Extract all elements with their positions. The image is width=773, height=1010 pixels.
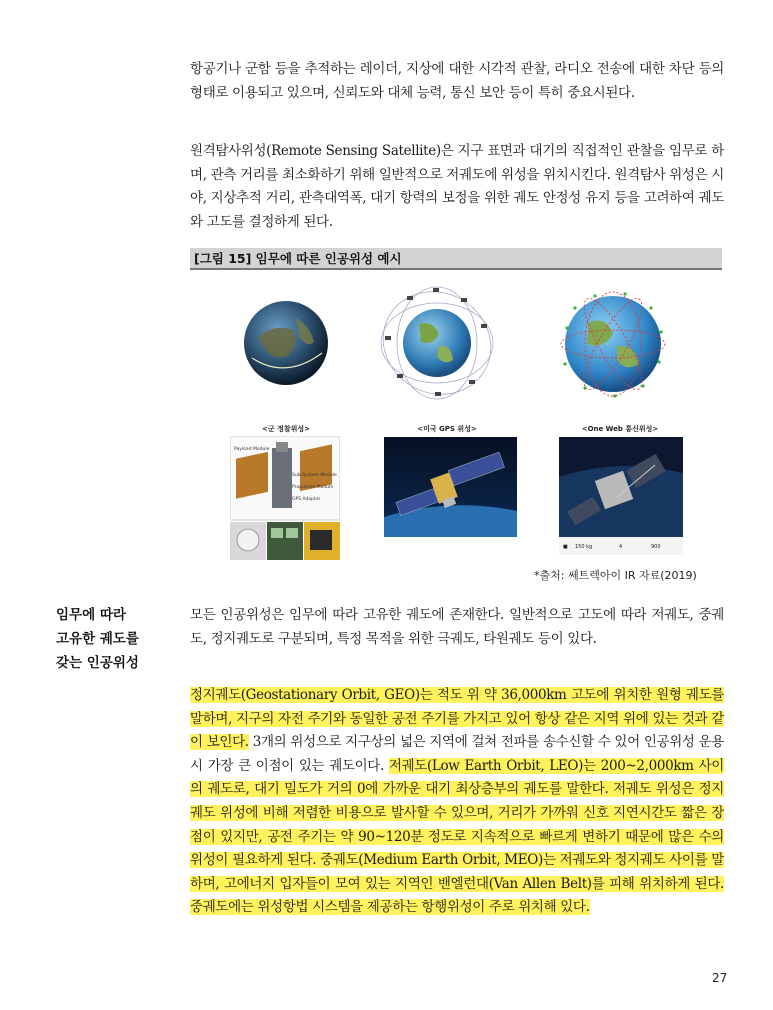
earth-globe-image (238, 298, 334, 388)
body-paragraph-4 (190, 684, 724, 920)
oneweb-constellation-image (555, 288, 671, 400)
body-paragraph-3: 모든 인공위성은 임무에 따라 고유한 궤도에 존재한다. 일반적으로 고도에 따라 저궤도, 중궤도, 정지궤도로 구분되며, 특정 목적을 위한 극궤도, 타원궤도 등이 있다. (190, 607, 724, 647)
diagram-label-payload: Payload Module (234, 447, 270, 452)
side-heading (56, 603, 176, 675)
caption-military-satellite: <군 정찰위성> (262, 425, 310, 433)
svg-text:■: ■ (563, 544, 568, 550)
oneweb-stat-mass: 150 kg (575, 544, 593, 550)
side-heading-line-1: 임무에 따라 (56, 607, 126, 623)
oneweb-stat-count: 4 (619, 544, 623, 550)
oneweb-satellite-photo (559, 437, 683, 555)
geo-advantage-text: 3개의 위성으로 지구상의 넓은 지역에 걸쳐 전파를 송수신할 수 있어 인공위성 운용 시 가장 큰 이점이 있는 궤도이다. (190, 734, 724, 774)
diagram-label-propulsion: Propulsion Module (292, 485, 334, 490)
body-paragraph-2: 원격탐사위성(Remote Sensing Satellite)은 지구 표면과 대기의 직접적인 관찰을 임무로 하며, 관측 거리를 최소화하기 위해 일반적으로 저궤도에 위성을 위치시킨다. 원격탐사 위성은 시야, 지상추적 거리, 관측대역폭, 대기 항력의 보정을 위한 궤도 안정성 유지 등을 고려하여 궤도와 고도를 결정하게 된다. (190, 143, 724, 230)
caption-gps-satellite: <미국 GPS 위성> (417, 425, 477, 433)
highlight-leo-meo-definition: 저궤도(Low Earth Orbit, LEO)는 200~2,000km 사이의 궤도로, 대기 밀도가 거의 0에 가까운 대기 최상층부의 궤도를 말한다. 저궤도 위성은 정지궤도 위성에 비해 저렴한 비용으로 발사할 수 있으며, 거리가 가까워 신호 지연시간도 짧은 장점이 있지만, 공전 주기는 약 90~120분 정도로 지속적으로 빠르게 변하기 때문에 많은 수의 위성이 필요하게 된다. 중궤도(Medium Earth Orbit, MEO)는 저궤도와 정지궤도 사이를 말하며, 고에너지 입자들이 모여 있는 지역인 밴엘런대(Van Allen Belt)를 피해 위치하게 된다. 중궤도에는 위성항법 시스템을 제공하는 항행위성이 주로 위치해 있다. (190, 757, 724, 916)
military-satellite-diagram (230, 436, 340, 560)
figure-title: [그림 15] 임무에 따른 인공위성 예시 (190, 248, 722, 270)
caption-oneweb-satellite: <One Web 통신위성> (581, 425, 659, 433)
oneweb-stat-altitude: 900 (651, 544, 661, 550)
highlight-geo-definition: 정지궤도(Geostationary Orbit, GEO)는 적도 위 약 36,000km 고도에 위치한 원형 궤도를 말하며, 지구의 자전 주기와 동일한 공전 주기를 가지고 있어 항상 같은 지역 위에 있는 것과 같이 보인다. (190, 687, 724, 751)
side-heading-line-2: 고유한 궤도를 (56, 631, 139, 647)
body-paragraph-1: 항공기나 군함 등을 추적하는 레이더, 지상에 대한 시각적 관찰, 라디오 전송에 대한 차단 등의 형태로 이용되고 있으며, 신뢰도와 대체 능력, 통신 보안 등이 특히 중요시된다. (190, 61, 724, 101)
gps-constellation-image (377, 284, 497, 402)
side-heading-line-3: 갖는 인공위성 (56, 655, 139, 671)
diagram-label-subsystem: Sub-System Module (292, 473, 337, 478)
figure-source: *출처: 쎄트렉아이 IR 자료(2019) (534, 569, 697, 582)
page-number: 27 (712, 971, 728, 985)
diagram-label-gps-adapter: GPS Adapter (292, 497, 321, 502)
gps-satellite-photo (384, 437, 517, 537)
